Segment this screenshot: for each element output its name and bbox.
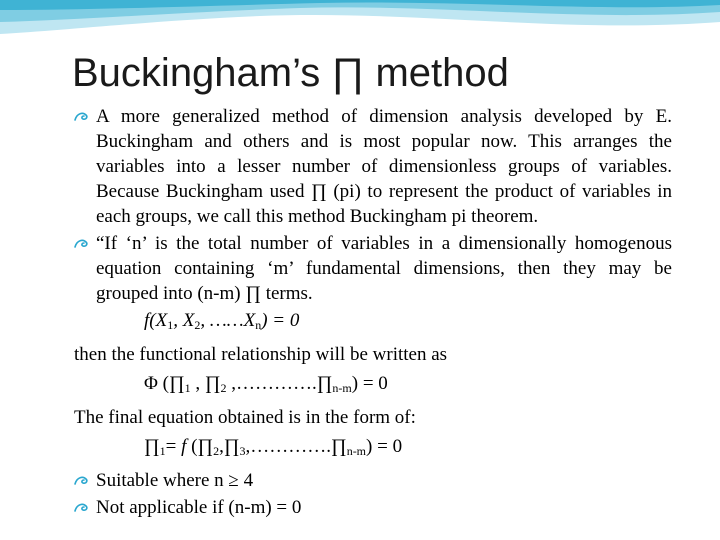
bullet-item-not-applicable <box>74 495 672 520</box>
eq-part: ∏ <box>144 436 160 457</box>
eq-part: (∏ <box>186 436 214 457</box>
bullet-text: “If ‘n’ is the total number of variables in a dimensionally homogenous equation containing ‘m’ fundamental dimensions, then they may be grouped into (n-m) ∏ terms. <box>96 233 672 304</box>
eq-part: ) = 0 <box>351 373 388 394</box>
equation-function-of-variables <box>74 308 672 338</box>
eq-subscript: 2 <box>194 318 201 332</box>
text-final-equation: The final equation obtained is in the form of: <box>74 407 416 428</box>
text-functional-relationship: then the functional relationship will be written as <box>74 344 448 365</box>
eq-subscript: 3 <box>239 444 246 458</box>
eq-subscript: 1 <box>184 381 191 395</box>
eq-part: Φ (∏ <box>144 373 185 394</box>
eq-symbol: f <box>181 436 187 457</box>
bullet-text: A more generalized method of dimension analysis developed by E. Buckingham and others and is most popular now. This arranges the variables into a lesser number of dimensionless groups of variables. Because Buckingham used ∏ (pi) to represent the product of variables in each groups, we call this method Buckingham pi theorem. <box>96 106 672 227</box>
eq-part: ,∏ <box>219 436 240 457</box>
eq-part: ) = 0 <box>366 436 403 457</box>
eq-subscript: n <box>255 318 262 332</box>
eq-part: ,………….∏ <box>226 373 333 394</box>
equation-phi-of-pi-terms <box>74 371 672 401</box>
swirl-bullet-icon <box>74 111 90 123</box>
eq-part: (X <box>149 310 168 331</box>
equation-pi1-form <box>74 434 672 464</box>
slide-title: Buckingham’s ∏ method <box>72 51 509 95</box>
eq-subscript: n-m <box>332 381 352 395</box>
bullet-item-theorem-statement <box>74 231 672 306</box>
eq-part: = <box>165 436 182 457</box>
eq-subscript: n-m <box>346 444 367 458</box>
eq-part: , X <box>173 310 195 331</box>
eq-part: , ∏ <box>190 373 221 394</box>
swirl-bullet-icon <box>74 475 90 487</box>
eq-subscript: 1 <box>159 444 166 458</box>
bullet-item-generalized-method <box>74 104 672 229</box>
eq-part: , ……X <box>200 310 256 331</box>
swirl-bullet-icon <box>74 238 90 250</box>
eq-part: ) = 0 <box>261 310 300 331</box>
bullet-text: Suitable where n ≥ 4 <box>96 470 254 491</box>
eq-symbol: f <box>144 310 150 331</box>
eq-subscript: 1 <box>167 318 174 332</box>
eq-subscript: 2 <box>213 444 220 458</box>
swirl-bullet-icon <box>74 502 90 514</box>
decorative-header-wave <box>0 0 720 50</box>
bullet-text: Not applicable if (n-m) = 0 <box>96 497 302 518</box>
bullet-item-suitable <box>74 468 672 493</box>
eq-part: ,………….∏ <box>245 436 347 457</box>
slide-body <box>74 104 672 522</box>
eq-subscript: 2 <box>220 381 227 395</box>
